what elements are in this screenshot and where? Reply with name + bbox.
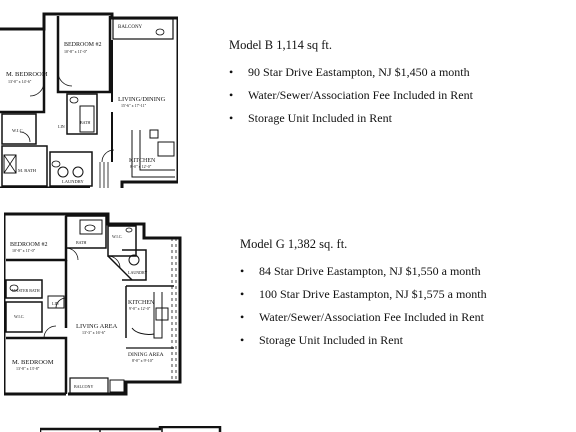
list-item: • Water/Sewer/Association Fee Included in Rent bbox=[229, 84, 473, 107]
plan-g-laundry-label: LAUNDRY bbox=[128, 270, 148, 275]
plan-b-bedroom2-label: BEDROOM #2 bbox=[64, 42, 102, 48]
model-g-title: Model G 1,382 sq. ft. bbox=[240, 237, 348, 251]
bullet: • bbox=[229, 111, 234, 125]
plan-g-mbedroom-label: M. BEDROOM bbox=[12, 359, 54, 366]
plan-g-bedroom2-dim: 10'-8" x 11'-0" bbox=[12, 248, 36, 253]
floor-plan-g-drawing bbox=[4, 208, 186, 398]
plan-b-living-label: LIVING/DINING bbox=[118, 96, 166, 103]
plan-g-bedroom2-label: BEDROOM #2 bbox=[10, 242, 48, 248]
bullet: • bbox=[240, 333, 245, 347]
model-b-info bbox=[229, 38, 473, 130]
plan-g-dining-dim: 8'-0" x 9'-10" bbox=[132, 358, 154, 363]
floor-plan-next-drawing bbox=[40, 426, 222, 432]
floor-plan-next-partial bbox=[40, 426, 222, 432]
list-item: • 90 Star Drive Eastampton, NJ $1,450 a month bbox=[229, 61, 473, 84]
list-item: • 100 Star Drive Eastampton, NJ $1,575 a month bbox=[240, 283, 487, 306]
list-item: • Storage Unit Included in Rent bbox=[229, 107, 473, 130]
plan-g-balcony-label: BALCONY bbox=[74, 384, 94, 389]
plan-g-kitchen-dim: 9'-0" x 12'-0" bbox=[129, 306, 151, 311]
plan-b-kitchen-label: KITCHEN bbox=[129, 158, 156, 164]
list-item: • Water/Sewer/Association Fee Included in Rent bbox=[240, 306, 487, 329]
plan-g-wic-label: W.I.C. bbox=[112, 234, 123, 239]
model-b-list bbox=[229, 61, 473, 130]
model-b-title: Model B 1,114 sq ft. bbox=[229, 38, 333, 52]
plan-b-mbath-label: M. BATH bbox=[18, 168, 37, 173]
plan-b-living-dim: 15'-6" x 17'-11" bbox=[121, 103, 147, 108]
bullet: • bbox=[240, 287, 245, 301]
plan-b-mbedroom-dim: 13'-0" x 14'-6" bbox=[8, 79, 32, 84]
bullet: • bbox=[240, 264, 245, 278]
list-item: • Storage Unit Included in Rent bbox=[240, 329, 487, 352]
plan-g-master-bath-label: MASTER BATH bbox=[12, 288, 40, 293]
plan-b-wic-label: W.I.C. bbox=[12, 128, 24, 133]
plan-g-lin-label: LIN bbox=[52, 301, 59, 306]
bullet: • bbox=[229, 88, 234, 102]
plan-g-living-label: LIVING AREA bbox=[76, 323, 118, 330]
plan-g-mbedroom-dim: 13'-8" x 13'-8" bbox=[16, 366, 40, 371]
plan-g-living-dim: 13'-3" x 16'-6" bbox=[82, 330, 106, 335]
model-g-info bbox=[240, 237, 487, 352]
plan-b-laundry-label: LAUNDRY bbox=[62, 179, 84, 184]
plan-b-bedroom2-dim: 10'-8" x 11'-0" bbox=[64, 49, 88, 54]
list-item: • 84 Star Drive Eastampton, NJ $1,550 a month bbox=[240, 260, 487, 283]
bullet: • bbox=[229, 65, 234, 79]
plan-b-mbedroom-label: M. BEDROOM bbox=[6, 71, 48, 78]
plan-g-dining-label: DINING AREA bbox=[128, 352, 164, 358]
plan-g-bath-label: BATH bbox=[76, 240, 87, 245]
plan-b-bath-label: BATH bbox=[80, 120, 91, 125]
floor-plan-model-g bbox=[4, 208, 186, 398]
floor-plan-b-drawing bbox=[0, 12, 178, 188]
plan-b-kitchen-dim: 8'-0" x 12'-0" bbox=[130, 164, 152, 169]
bullet: • bbox=[240, 310, 245, 324]
floor-plan-model-b bbox=[0, 12, 178, 188]
model-g-list bbox=[240, 260, 487, 352]
plan-g-wic2-label: W.I.C. bbox=[14, 314, 25, 319]
plan-g-kitchen-label: KITCHEN bbox=[128, 300, 155, 306]
plan-b-balcony-label: BALCONY bbox=[118, 25, 143, 30]
plan-b-lin-label: LIN bbox=[58, 124, 65, 129]
